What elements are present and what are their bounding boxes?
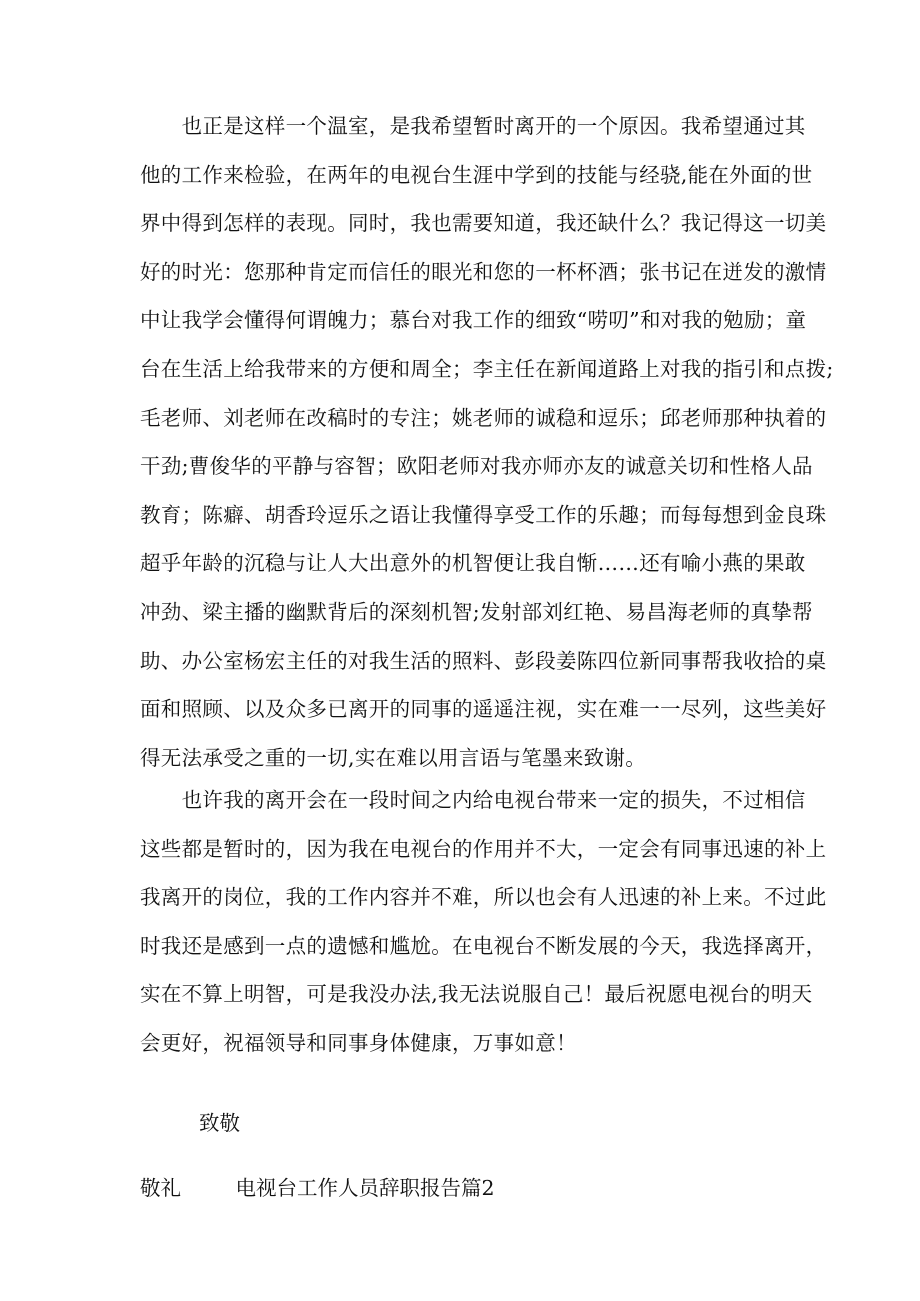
text-line: 好的时光：您那种肯定而信任的眼光和您的一杯杯酒；张书记在迸发的激情 [140,259,827,284]
paragraph-1 [140,102,834,782]
text-line: 界中得到怎样的表现。同时，我也需要知道，我还缺什么？我记得这一切美 [140,211,827,236]
text-line: 毛老师、刘老师在改稿时的专注；姚老师的诚稳和逗乐；邱老师那种执着的 [140,405,827,430]
text-line: 也正是这样一个温室，是我希望暂时离开的一个原因。我希望通过其 [140,114,806,138]
salute-text: 敬礼 [140,1176,181,1200]
text-line: 面和照顾、以及众多已离开的同事的遥遥注视，实在难一一尽列，这些美好 [140,697,827,722]
paragraph-2 [140,776,827,1068]
text-line: 实在不算上明智，可是我没办法,我无法说服自己！最后祝愿电视台的明天 [140,982,813,1007]
text-line: 时我还是感到一点的遗憾和尴尬。在电视台不断发展的今天，我选择离开， [140,933,827,958]
footer-line [140,1168,495,1208]
text-line: 冲劲、梁主播的幽默背后的深刻机智;发射部刘红艳、易昌海老师的真挚帮 [140,599,813,624]
text-line: 教育；陈癖、胡香玲逗乐之语让我懂得享受工作的乐趣；而每每想到金良珠 [140,502,827,527]
text-line: 会更好，祝福领导和同事身体健康，万事如意！ [140,1030,577,1055]
text-line: 超乎年龄的沉稳与让人大出意外的机智便让我自惭……还有喻小燕的果敢 [140,551,806,576]
closing-greeting: 致敬 [199,1111,240,1135]
text-line: 也许我的离开会在一段时间之内给电视台带来一定的损失，不过相信 [140,788,806,812]
text-line: 台在生活上给我带来的方便和周全；李主任在新闻道路上对我的指引和点拨; [140,356,834,381]
text-line: 得无法承受之重的一切,实在难以用言语与笔墨来致谢。 [140,745,647,770]
text-line: 助、办公室杨宏主任的对我生活的照料、彭段姜陈四位新同事帮我收拾的桌 [140,648,827,673]
text-line: 干劲;曹俊华的平静与容智；欧阳老师对我亦师亦友的诚意关切和性格人品 [140,454,813,479]
text-line: 我离开的岗位，我的工作内容并不难，所以也会有人迅速的补上来。不过此 [140,885,827,910]
text-line: 他的工作来检验，在两年的电视台生涯中学到的技能与经骁,能在外面的世 [140,162,813,187]
text-line: 这些都是暂时的，因为我在电视台的作用并不大，一定会有同事迅速的补上 [140,836,827,861]
next-section-title: 电视台工作人员辞职报告篇2 [235,1176,495,1200]
text-line: 中让我学会懂得何谓魄力；慕台对我工作的细致“唠叨”和对我的勉励；童 [140,308,807,333]
